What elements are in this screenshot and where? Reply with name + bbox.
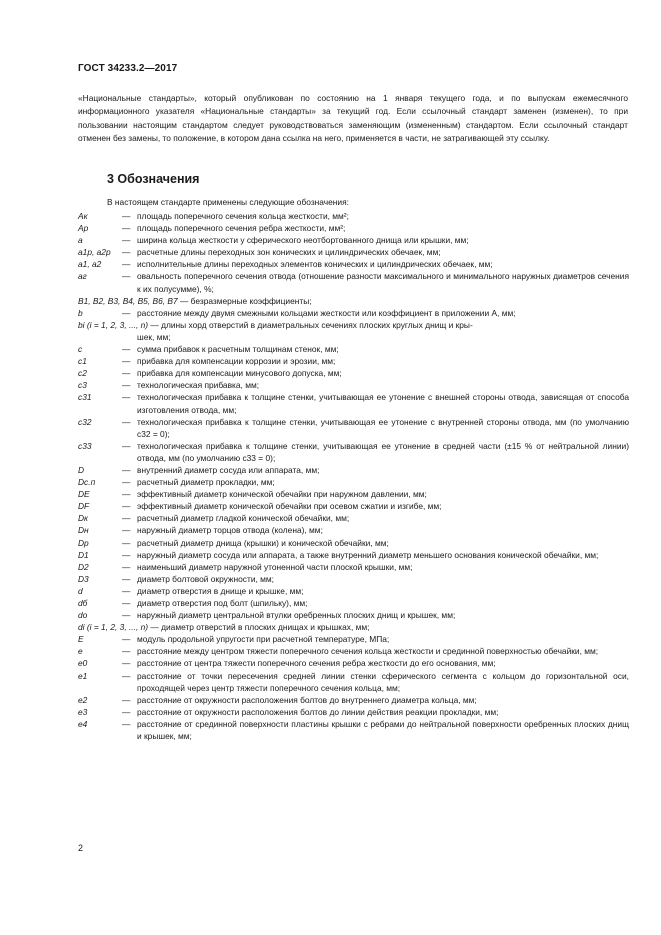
definition-row — [78, 633, 629, 645]
definition-symbol: c32 — [78, 416, 92, 427]
definition-dash: — — [122, 706, 131, 717]
definition-text: расстояние от окружности расположения болтов до линии действия реакции прокладки, мм; — [137, 706, 499, 717]
definition-text: расстояние между центром тяжести поперечного сечения кольца жесткости и срединной поверхностью обечайки, мм; — [137, 646, 599, 657]
definition-row — [78, 621, 629, 633]
definition-dash: — — [122, 440, 131, 451]
definition-row — [78, 549, 629, 561]
definition-symbol: a — [78, 235, 83, 246]
definition-text: расстояние от срединной поверхности пластины крышки с ребрами до нейтральной поверхности оребренных плоских днищ и крышек, мм; — [137, 718, 629, 742]
definition-text: наружный диаметр торцов отвода (колена), мм; — [137, 525, 323, 536]
definition-text: расчетный диаметр прокладки, мм; — [137, 477, 275, 488]
definition-text: длины хорд отверстий в диаметральных сечениях плоских круглых днищ и кры- — [161, 319, 473, 330]
definition-row — [78, 379, 629, 391]
definition-text: технологическая прибавка к толщине стенки, учитывающая ее утонение с внутренней стороны отвода, мм (по умолчанию c32 = 0); — [137, 416, 629, 439]
definition-text: расчетный диаметр днища (крышки) и конической обечайки, мм; — [137, 537, 389, 548]
definition-text: площадь поперечного сечения кольца жесткости, мм²; — [137, 211, 349, 221]
definition-row — [78, 524, 629, 536]
definition-dash: — — [122, 573, 131, 584]
definition-symbol: e2 — [78, 694, 88, 705]
definition-text: расстояние между двумя смежными кольцами жесткости или коэффициент в приложении А, мм; — [137, 307, 516, 318]
definition-row — [78, 694, 629, 706]
definition-row — [78, 246, 629, 258]
definition-text: диаметр отверстия под болт (шпильку), мм; — [137, 598, 308, 608]
definition-row — [78, 464, 629, 476]
definition-text: расстояние от центра тяжести поперечного сечения ребра жесткости до его основания, мм; — [137, 658, 496, 669]
definition-symbol: e — [78, 646, 83, 657]
definition-symbol: e1 — [78, 670, 88, 681]
definition-text: наименьший диаметр наружной утоненной части плоской крышки, мм; — [137, 561, 413, 572]
definition-symbol: c2 — [78, 368, 87, 379]
definition-dash: — — [122, 658, 131, 669]
definition-symbol: c1 — [78, 356, 87, 367]
definition-row — [78, 561, 629, 573]
definition-text: технологическая прибавка, мм; — [137, 380, 260, 391]
definition-row — [78, 597, 629, 609]
definition-symbol: a1, a2 — [78, 259, 102, 270]
intro-paragraph: «Национальные стандарты», который опубликован по состоянию на 1 января текущего года, и по выпускам ежемесячного информационного указателя «Национальные стандарты» за текущий год. Если ссылочный стандарт заменен (изменен), то при пользовании настоящим стандартом следует руководствоваться заменяющим (измененным) стандартом. Если ссылочный стандарт отменен без замены, то положение, в котором дана ссылка на него, применяется в части, не затрагивающей эту ссылку. — [78, 93, 628, 144]
definition-row — [78, 609, 629, 621]
definition-symbol: aг — [78, 271, 87, 282]
definition-row — [78, 210, 629, 222]
definition-text: расчетные длины переходных зон конических и цилиндрических обечаек, мм; — [137, 247, 441, 258]
definition-dash: — — [122, 477, 131, 488]
definition-symbol: bi (i = 1, 2, 3, ..., n) — [78, 319, 149, 330]
definition-symbol: Aк — [78, 211, 88, 221]
definition-dash: — — [122, 235, 131, 246]
definition-dash: — — [122, 513, 131, 524]
definition-row — [78, 343, 629, 355]
definition-symbol: dо — [78, 610, 88, 621]
definition-symbol: e4 — [78, 718, 88, 729]
definition-dash: — — [150, 319, 159, 330]
definition-row — [78, 718, 629, 742]
definition-text: ширина кольца жесткости у сферического неотбортованного днища или крышки, мм; — [137, 235, 469, 246]
definition-symbol: dб — [78, 598, 88, 608]
definition-dash: — — [122, 368, 131, 379]
definition-symbol: Dк — [78, 513, 89, 524]
definition-symbol: a1р, a2р — [78, 247, 111, 258]
definition-dash: — — [122, 271, 131, 282]
definition-symbol: c31 — [78, 392, 92, 403]
definition-row — [78, 270, 629, 294]
definition-symbol: E — [78, 634, 84, 645]
definition-text: сумма прибавок к расчетным толщинам стенок, мм; — [137, 344, 339, 355]
definition-symbol: d — [78, 585, 83, 596]
definition-text: эффективный диаметр конической обечайки при наружном давлении, мм; — [137, 489, 427, 500]
definition-row — [78, 440, 629, 464]
definition-row — [78, 355, 629, 367]
definition-text: эффективный диаметр конической обечайки при осевом сжатии и изгибе, мм; — [137, 501, 442, 512]
definition-dash: — — [122, 416, 131, 427]
page-number: 2 — [78, 843, 84, 853]
definition-symbol: D2 — [78, 561, 89, 572]
definition-row — [78, 500, 629, 512]
definition-row — [78, 585, 629, 597]
definition-dash: — — [122, 380, 131, 391]
section-title: 3 Обозначения — [107, 172, 200, 186]
definition-symbol: B1, B2, B3, B4, B5, B6, B7 — [78, 295, 178, 306]
definition-text: исполнительные длины переходных элементов конических и цилиндрических обечаек, мм; — [137, 259, 493, 270]
definition-row — [78, 234, 629, 246]
definition-row — [78, 670, 629, 694]
document-header: ГОСТ 34233.2—2017 — [78, 63, 178, 74]
definition-row — [78, 476, 629, 488]
definition-row — [78, 512, 629, 524]
definition-dash: — — [122, 694, 131, 705]
definition-dash: — — [122, 561, 131, 572]
definition-symbol: di (i = 1, 2, 3, ..., n) — [78, 622, 149, 633]
definition-dash: — — [122, 223, 131, 234]
definition-text: диаметр отверстий в плоских днищах и крышках, мм; — [161, 622, 370, 633]
definition-symbol: c — [78, 344, 83, 355]
definition-dash: — — [122, 585, 131, 596]
definition-row — [78, 391, 629, 415]
definition-symbol: e3 — [78, 706, 88, 717]
definition-row — [78, 488, 629, 500]
definition-dash: — — [122, 464, 131, 475]
definition-dash: — — [122, 670, 131, 681]
definition-symbol: c33 — [78, 440, 92, 451]
definition-text: площадь поперечного сечения ребра жесткости, мм²; — [137, 223, 346, 234]
definition-symbol: Dн — [78, 525, 89, 536]
definition-text: расстояние от точки пересечения средней линии стенки сферического сегмента с кольцом до горизонтальной оси, проходящей через центр тяжести поперечного сечения кольца, мм; — [137, 670, 629, 693]
definition-text: диаметр болтовой окружности, мм; — [137, 573, 275, 584]
definition-dash: — — [122, 247, 131, 258]
definition-symbol: D — [78, 464, 85, 475]
definition-row — [78, 645, 629, 657]
definition-text: безразмерные коэффициенты; — [190, 295, 312, 306]
definition-text: технологическая прибавка к толщине стенки, учитывающая ее утонение в средней части (±15 % от нейтральной линии) отвода, мм (по умолчанию c33 = 0); — [137, 440, 629, 463]
definition-text: технологическая прибавка к толщине стенки, учитывающая ее утонение с внешней стороны отвода, зависящая от способа изготовления отвода, мм; — [137, 392, 629, 415]
definition-symbol: DF — [78, 501, 90, 512]
definition-text: расчетный диаметр гладкой конической обечайки, мм; — [137, 513, 350, 524]
definition-dash: — — [122, 501, 131, 512]
section-lead: В настоящем стандарте применены следующие обозначения: — [107, 197, 349, 207]
definition-dash: — — [179, 295, 189, 306]
definition-dash: — — [150, 622, 159, 633]
definition-dash: — — [122, 537, 131, 548]
definition-symbol: Dс.п — [78, 477, 96, 488]
definition-symbol: Aр — [78, 223, 89, 234]
definition-dash: — — [122, 392, 131, 403]
definition-dash: — — [122, 489, 131, 500]
definition-text: наружный диаметр центральной втулки оребренных плоских днищ и крышек, мм; — [137, 610, 456, 621]
definition-row — [78, 706, 629, 718]
definition-dash: — — [122, 344, 131, 355]
definition-row — [78, 307, 629, 319]
definition-continuation: шек, мм; — [137, 331, 171, 342]
definition-dash: — — [122, 598, 131, 608]
definition-symbol: D1 — [78, 549, 89, 560]
definition-text: прибавка для компенсации минусового допуска, мм; — [137, 368, 342, 379]
definition-row — [78, 537, 629, 549]
definition-symbol: b — [78, 307, 83, 318]
definition-symbol: Dр — [78, 537, 89, 548]
definition-row — [78, 416, 629, 440]
definitions-list — [78, 210, 629, 742]
definition-row — [78, 319, 629, 343]
definition-dash: — — [122, 646, 131, 657]
definition-dash: — — [122, 610, 131, 621]
definition-dash: — — [122, 525, 131, 536]
definition-text: модуль продольной упругости при расчетной температуре, МПа; — [137, 634, 390, 645]
definition-row — [78, 258, 629, 270]
definition-row — [78, 222, 629, 234]
definition-dash: — — [122, 549, 131, 560]
definition-dash: — — [122, 356, 131, 367]
definition-text: расстояние от окружности расположения болтов до внутреннего диаметра кольца, мм; — [137, 694, 477, 705]
definition-symbol: c3 — [78, 380, 87, 391]
definition-symbol: DE — [78, 489, 90, 500]
definition-dash: — — [122, 259, 131, 270]
definition-text: диаметр отверстия в днище и крышке, мм; — [137, 585, 304, 596]
definition-dash: — — [122, 634, 131, 645]
definition-text: наружный диаметр сосуда или аппарата, а также внутренний диаметр меньшего основания конической обечайки, мм; — [137, 549, 599, 560]
definition-symbol: e0 — [78, 658, 88, 669]
definition-dash: — — [122, 718, 131, 729]
definition-row — [78, 657, 629, 669]
definition-row — [78, 295, 629, 307]
definition-dash: — — [122, 307, 131, 318]
definition-row — [78, 573, 629, 585]
definition-text: прибавка для компенсации коррозии и эрозии, мм; — [137, 356, 336, 367]
definition-dash: — — [122, 211, 131, 221]
definition-row — [78, 367, 629, 379]
definition-text: овальность поперечного сечения отвода (отношение разности максимального и минимального наружных диаметров сечения к их полусумме), %; — [137, 271, 629, 294]
definition-text: внутренний диаметр сосуда или аппарата, мм; — [137, 464, 320, 475]
definition-symbol: D3 — [78, 573, 89, 584]
